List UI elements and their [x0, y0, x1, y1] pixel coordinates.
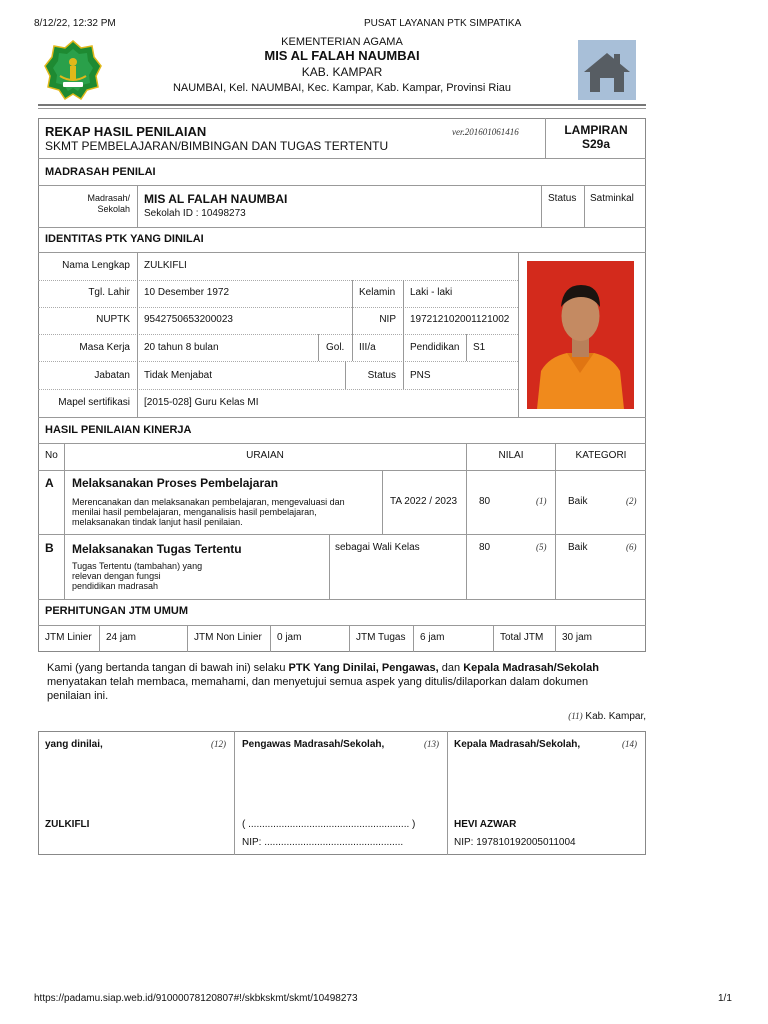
tgl-lahir-value: 10 Desember 1972 [144, 287, 230, 298]
madrasah-status-value: Satminkal [590, 193, 634, 204]
sign-kepala-nip: NIP: 197810192005011004 [454, 837, 576, 848]
row-a-desc-3: melaksanakan tindak lanjut hasil penilaian. [72, 517, 243, 527]
section-jtm: PERHITUNGAN JTM UMUM [45, 605, 188, 617]
statement-text [47, 661, 647, 703]
jabatan-value: Tidak Menjabat [144, 370, 212, 381]
jtm-linier-label: JTM Linier [45, 632, 92, 643]
madrasah-label-1: Madrasah/ [87, 193, 130, 203]
row-a-letter: A [45, 476, 54, 490]
print-datetime: 8/12/22, 12:32 PM [34, 18, 116, 29]
row-a-desc-2: menilai hasil pembelajaran, menganalisis hasil pembelajaran, [72, 507, 317, 517]
status-kepegawaian-label: Status [367, 370, 396, 381]
jtm-tugas-label: JTM Tugas [356, 632, 406, 643]
sign-pengawas-ref: (13) [424, 739, 439, 749]
row-b-desc-1: Tugas Tertentu (tambahan) yang [72, 561, 203, 571]
gol-label: Gol. [326, 342, 345, 353]
ministry-name: KEMENTERIAN AGAMA [281, 36, 403, 48]
pendidikan-label: Pendidikan [410, 342, 460, 353]
mapel-value: [2015-028] Guru Kelas MI [144, 397, 259, 408]
jtm-nonlinier-label: JTM Non Linier [194, 632, 262, 643]
sign-ptk-title: yang dinilai, [45, 739, 103, 750]
print-page-title: PUSAT LAYANAN PTK SIMPATIKA [364, 18, 522, 29]
statement-part-2: dan [438, 662, 464, 674]
jtm-tugas-value: 6 jam [420, 632, 445, 643]
row-b-nilai: 80 [479, 542, 491, 553]
statement-bold-2: Kepala Madrasah/Sekolah [463, 662, 599, 674]
col-no: No [45, 450, 58, 461]
nama-label: Nama Lengkap [62, 260, 130, 271]
place-date [446, 711, 646, 722]
doc-version: ver.201601061416 [452, 127, 519, 137]
nuptk-value: 9542750653200023 [144, 314, 233, 325]
sign-pengawas-name: ( .......................................................... ) [242, 819, 416, 830]
row-b-desc-2: relevan dengan fungsi [72, 571, 161, 581]
jtm-total-value: 30 jam [562, 632, 593, 643]
lampiran-label: LAMPIRAN [564, 123, 628, 137]
school-photo [578, 40, 636, 100]
kemenag-logo [44, 40, 102, 100]
tgl-lahir-label: Tgl. Lahir [88, 287, 130, 298]
col-uraian: URAIAN [246, 450, 284, 461]
statement-line-2: menyatakan telah membaca, memahami, dan menyetujui semua aspek yang ditulis/dilaporkan dalam dokumen [47, 676, 589, 688]
masa-kerja-label: Masa Kerja [79, 342, 130, 353]
kelamin-value: Laki - laki [410, 287, 453, 298]
sign-ptk-name: ZULKIFLI [45, 819, 90, 830]
print-url: https://padamu.siap.web.id/91000078120807#!/skbkskmt/skmt/10498273 [34, 993, 358, 1004]
row-a-desc-1: Merencanakan dan melaksanakan pembelajaran, mengevaluasi dan [72, 497, 345, 507]
lampiran-code: S29a [581, 137, 611, 151]
row-b-kategori: Baik [568, 542, 588, 553]
ptk-photo [527, 261, 634, 409]
madrasah-name: MIS AL FALAH NAUMBAI [144, 192, 288, 206]
nip-value: 197212102001121002 [410, 314, 510, 325]
row-a-tahun-ajaran: TA 2022 / 2023 [390, 496, 458, 507]
madrasah-id: Sekolah ID : 10498273 [144, 208, 246, 219]
row-b-nilai-ref: (5) [536, 542, 547, 552]
row-b-title: Melaksanakan Tugas Tertentu [72, 542, 242, 556]
kelamin-label: Kelamin [359, 287, 396, 298]
jtm-nonlinier-value: 0 jam [277, 632, 302, 643]
col-nilai: NILAI [498, 450, 524, 461]
section-hasil-kinerja: HASIL PENILAIAN KINERJA [45, 424, 192, 436]
row-a-nilai: 80 [479, 496, 491, 507]
school-address: NAUMBAI, Kel. NAUMBAI, Kec. Kampar, Kab. Kampar, Provinsi Riau [172, 82, 512, 94]
sign-pengawas-title: Pengawas Madrasah/Sekolah, [242, 739, 385, 750]
place-text: Kab. Kampar, [582, 711, 646, 722]
row-b-letter: B [45, 541, 54, 555]
sign-ptk-ref: (12) [211, 739, 226, 749]
masa-kerja-value: 20 tahun 8 bulan [144, 342, 219, 353]
statement-bold-1: PTK Yang Dinilai, Pengawas, [288, 662, 439, 674]
jabatan-label: Jabatan [94, 370, 130, 381]
statement-part-1: Kami (yang bertanda tangan di bawah ini) selaku [47, 662, 289, 674]
pendidikan-value: S1 [473, 342, 486, 353]
statement-line-3: penilaian ini. [47, 690, 109, 702]
row-b-kategori-ref: (6) [626, 542, 637, 552]
house-placeholder-icon [578, 40, 636, 100]
mapel-label: Mapel sertifikasi [58, 397, 130, 408]
jtm-total-label: Total JTM [500, 632, 544, 643]
nama-value: ZULKIFLI [144, 260, 187, 271]
col-kategori: KATEGORI [575, 450, 627, 461]
section-identitas-ptk: IDENTITAS PTK YANG DINILAI [45, 233, 204, 245]
nuptk-label: NUPTK [96, 314, 130, 325]
person-photo-icon [527, 261, 634, 409]
nip-label: NIP [379, 314, 396, 325]
row-b-tugas: sebagai Wali Kelas [335, 542, 420, 553]
gol-value: III/a [359, 342, 376, 353]
row-a-kategori: Baik [568, 496, 588, 507]
sign-kepala-name: HEVI AZWAR [454, 819, 517, 830]
row-a-nilai-ref: (1) [536, 496, 547, 506]
print-page-number: 1/1 [718, 993, 732, 1004]
madrasah-status-label: Status [548, 193, 577, 204]
place-ref: (11) [568, 711, 583, 721]
section-madrasah-penilai: MADRASAH PENILAI [45, 166, 156, 178]
sign-kepala-title: Kepala Madrasah/Sekolah, [454, 739, 581, 750]
school-name-header: MIS AL FALAH NAUMBAI [264, 48, 420, 63]
row-a-kategori-ref: (2) [626, 496, 637, 506]
doc-subtitle: SKMT PEMBELAJARAN/BIMBINGAN DAN TUGAS TERTENTU [45, 139, 389, 153]
madrasah-label-2: Sekolah [97, 204, 130, 214]
kabupaten: KAB. KAMPAR [301, 65, 383, 79]
jtm-linier-value: 24 jam [106, 632, 137, 643]
sign-kepala-ref: (14) [622, 739, 637, 749]
doc-title: REKAP HASIL PENILAIAN [45, 124, 207, 139]
sign-pengawas-nip: NIP: .................................................. [242, 837, 404, 848]
status-kepegawaian-value: PNS [410, 370, 431, 381]
row-a-title: Melaksanakan Proses Pembelajaran [72, 476, 279, 490]
kemenag-emblem-icon [44, 40, 102, 100]
row-b-desc-3: pendidikan madrasah [72, 581, 159, 591]
